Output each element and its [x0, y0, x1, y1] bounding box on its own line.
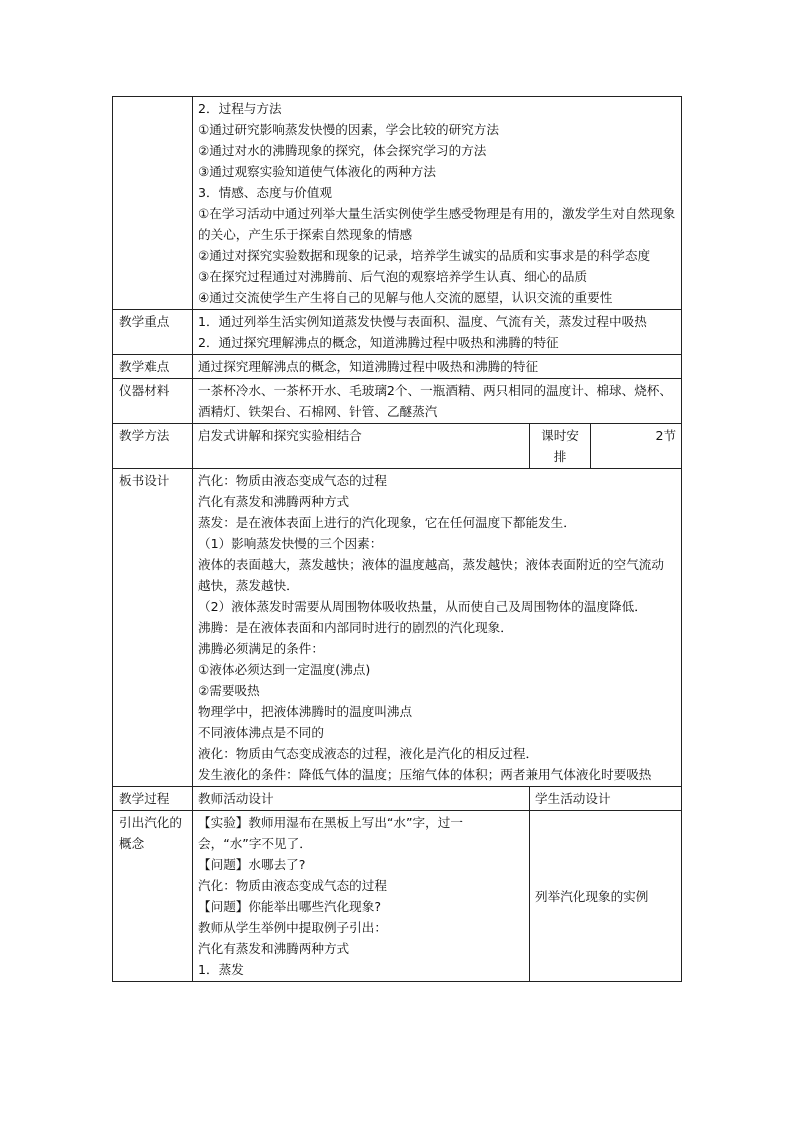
teacher-line: 【问题】水哪去了?: [198, 857, 306, 872]
board-line: 沸腾：是在液体表面和内部同时进行的剧烈的汽化现象．: [198, 620, 513, 635]
materials-row: [113, 379, 682, 424]
board-label: 板书设计: [113, 469, 193, 787]
board-line: 发生液化的条件：降低气体的温度；压缩气体的体积；两者兼用气体液化时要吸热: [198, 767, 652, 782]
difficulty-content: 通过探究理解沸点的概念，知道沸腾过程中吸热和沸腾的特征: [193, 355, 682, 379]
method-row: [113, 424, 682, 469]
objective-line: ②通过对探究实验数据和现象的记录，培养学生诚实的品质和实事求是的科学态度: [198, 248, 651, 263]
materials-label: 仪器材料: [113, 379, 193, 424]
section-row: [113, 811, 682, 982]
teacher-line: 1．蒸发: [198, 962, 244, 977]
method-label: 教学方法: [113, 424, 193, 469]
key-point-line: 1．通过列举生活实例知道蒸发快慢与表面积、温度、气流有关，蒸发过程中吸热: [198, 314, 647, 329]
teacher-line: 教师从学生举例中提取例子引出：: [198, 920, 387, 935]
objectives-row: [113, 97, 682, 310]
objective-line: ③通过观察实验知道使气体液化的两种方法: [198, 164, 436, 179]
board-line: 物理学中，把液体沸腾时的温度叫沸点: [198, 704, 413, 719]
board-line: ②需要吸热: [198, 683, 260, 698]
objectives-content: [193, 97, 682, 310]
board-line: 液化：物质由气态变成液态的过程，液化是汽化的相反过程．: [198, 746, 539, 761]
objective-line: ①在学习活动中通过列举大量生活实例使学生感受物理是有用的，激发学生对自然现象的关心，产生乐于探索自然现象的情感: [198, 206, 676, 242]
board-line: 液体的表面越大，蒸发越快；液体的温度越高，蒸发越快；液体表面附近的空气流动越快，蒸发越快．: [198, 557, 664, 593]
teacher-line: 【问题】你能举出哪些汽化现象?: [198, 899, 381, 914]
difficulty-row: [113, 355, 682, 379]
materials-content: 一茶杯冷水、一茶杯开水、毛玻璃2个、一瓶酒精、两只相同的温度计、棉球、烧杯、酒精灯、铁架台、石棉网、针管、乙醚蒸汽: [193, 379, 682, 424]
objective-line: 2．过程与方法: [198, 101, 282, 116]
objective-line: ②通过对水的沸腾现象的探究，体会探究学习的方法: [198, 143, 487, 158]
process-header-row: [113, 787, 682, 811]
board-line: （1）影响蒸发快慢的三个因素：: [198, 536, 383, 551]
objective-line: ③在探究过程通过对沸腾前、后气泡的观察培养学生认真、细心的品质: [198, 269, 588, 284]
objective-line: ④通过交流使学生产生将自己的见解与他人交流的愿望，认识交流的重要性: [198, 290, 613, 305]
lesson-plan-table: [112, 96, 682, 982]
board-line: 蒸发：是在液体表面上进行的汽化现象，它在任何温度下都能发生．: [198, 515, 576, 530]
section-label: 引出汽化的概念: [113, 811, 193, 982]
teacher-line: 汽化有蒸发和沸腾两种方式: [198, 941, 350, 956]
student-activity-header: 学生活动设计: [530, 787, 682, 811]
teacher-line: 【实验】教师用湿布在黑板上写出“水”字，过一会，“水”字不见了．: [198, 815, 463, 851]
key-points-label: 教学重点: [113, 310, 193, 355]
difficulty-label: 教学难点: [113, 355, 193, 379]
board-content: [193, 469, 682, 787]
board-line: 汽化：物质由液态变成气态的过程: [198, 473, 387, 488]
key-points-row: [113, 310, 682, 355]
process-label: 教学过程: [113, 787, 193, 811]
objective-line: ①通过研究影响蒸发快慢的因素，学会比较的研究方法: [198, 122, 499, 137]
method-content: 启发式讲解和探究实验相结合: [193, 424, 530, 469]
board-line: 沸腾必须满足的条件：: [198, 641, 324, 656]
hours-value: 2节: [591, 424, 682, 469]
key-point-line: 2．通过探究理解沸点的概念，知道沸腾过程中吸热和沸腾的特征: [198, 335, 559, 350]
key-points-content: [193, 310, 682, 355]
hours-label: 课时安排: [530, 424, 591, 469]
board-line: ①液体必须达到一定温度(沸点): [198, 662, 371, 677]
board-line: 汽化有蒸发和沸腾两种方式: [198, 494, 350, 509]
teacher-line: 汽化：物质由液态变成气态的过程: [198, 878, 387, 893]
board-row: [113, 469, 682, 787]
objective-line: 3．情感、态度与价值观: [198, 185, 332, 200]
lesson-plan-page: [112, 96, 681, 982]
student-activity: 列举汽化现象的实例: [530, 811, 682, 982]
board-line: （2）液体蒸发时需要从周围物体吸收热量，从而使自己及周围物体的温度降低．: [198, 599, 647, 614]
teacher-activity-header: 教师活动设计: [193, 787, 530, 811]
board-line: 不同液体沸点是不同的: [198, 725, 324, 740]
objectives-label-cell: [113, 97, 193, 310]
teacher-activity: [193, 811, 530, 982]
